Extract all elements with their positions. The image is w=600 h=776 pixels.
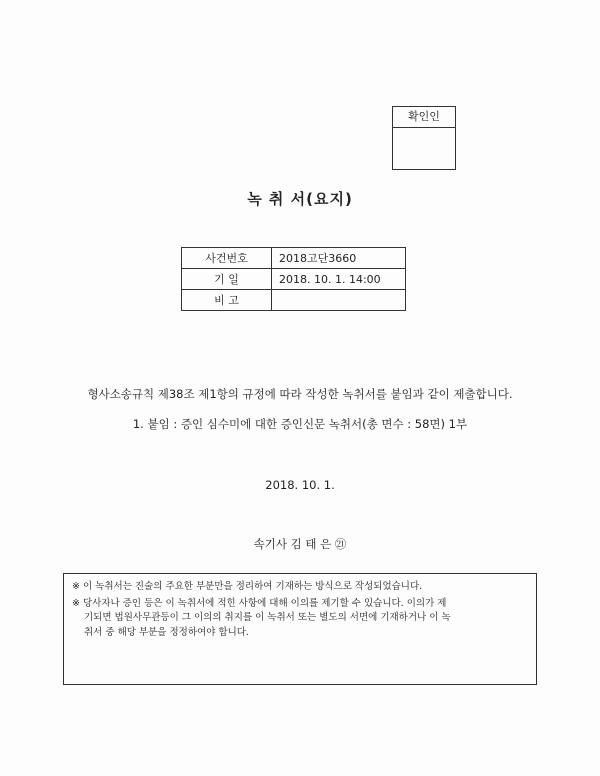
submission-statement: 형사소송규칙 제38조 제1항의 규정에 따라 작성한 녹취서를 붙임과 같이 제출합니다. xyxy=(87,387,513,401)
note-2-line-1: ※ 당사자나 증인 등은 이 녹취서에 적힌 사항에 대해 이의를 제기할 수 있습니다. 이의가 제 xyxy=(72,597,447,609)
note-2 xyxy=(72,597,528,641)
remarks-label: 비 고 xyxy=(182,290,272,311)
note-1: ※ 이 녹취서는 진술의 주요한 부분만을 정리하여 기재하는 방식으로 작성되었습니다. xyxy=(72,581,423,592)
table-row xyxy=(182,248,406,269)
note-2-line-2: 기되면 법원사무관등이 그 이의의 취지를 이 녹취서 또는 별도의 서면에 기재하거나 이 녹 xyxy=(84,612,451,624)
document-date: 2018. 10. 1. xyxy=(265,478,335,492)
confirm-stamp-box xyxy=(392,106,456,170)
hearing-date-value: 2018. 10. 1. 14:00 xyxy=(272,269,406,290)
case-number-value: 2018고단3660 xyxy=(272,248,406,269)
table-row xyxy=(182,290,406,311)
table-row xyxy=(182,269,406,290)
case-info-table xyxy=(181,247,406,311)
hearing-date-label: 기 일 xyxy=(182,269,272,290)
confirm-box-label: 확인인 xyxy=(393,107,455,128)
case-number-label: 사건번호 xyxy=(182,248,272,269)
remarks-value xyxy=(272,290,406,311)
notes-box xyxy=(63,573,537,685)
document-title: 녹 취 서(요지) xyxy=(247,190,353,208)
stenographer-signature: 속기사 김 태 은 ㉑ xyxy=(253,537,347,551)
attachment-line: 1. 붙임 : 증인 심수미에 대한 증인신문 녹취서(총 면수 : 58면) 1부 xyxy=(132,417,468,431)
note-2-line-3: 취서 중 해당 부분을 정정하여야 합니다. xyxy=(84,627,249,639)
